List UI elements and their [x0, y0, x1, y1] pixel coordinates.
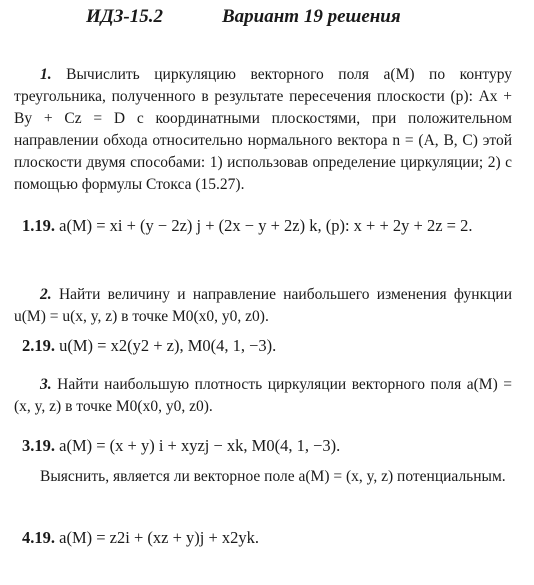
variant-4-number: 4.19. — [22, 528, 55, 547]
variant-title: Вариант 19 решения — [222, 6, 401, 27]
variant-4-19 — [22, 526, 512, 550]
task-1-number: 1. — [40, 66, 52, 83]
variant-3-19 — [22, 434, 512, 458]
variant-4-text: a(M) = z2i + (xz + y)j + x2yk. — [59, 528, 260, 547]
task-4-text: Выяснить, является ли векторное поле a(M) = (x, y, z) потенциальным. — [40, 468, 506, 485]
task-1-statement — [14, 64, 512, 196]
variant-1-19 — [22, 214, 512, 238]
assignment-code: ИДЗ-15.2 — [86, 6, 164, 27]
variant-2-number: 2.19. — [22, 336, 55, 355]
task-4-statement — [14, 466, 512, 488]
variant-2-19 — [22, 334, 512, 358]
variant-1-number: 1.19. — [22, 216, 55, 235]
task-2-statement — [14, 284, 512, 328]
task-2-number: 2. — [40, 286, 52, 303]
variant-1-text: a(M) = xi + (y − 2z) j + (2x − y + 2z) k, (p): x + + 2y + 2z = 2. — [59, 216, 473, 235]
task-3-text: Найти наибольшую плотность циркуляции векторного поля a(M) = (x, y, z) в точке M0(x0, y0, z0). — [14, 376, 513, 415]
task-1-text: Вычислить циркуляцию векторного поля a(M) по контуру треугольника, полученного в результате пересечения плоскости (p): Ax + By + Cz = D с координатными плоскостями, при положительном направлении обхода относительно нормального вектора n = (A, B, C) этой плоскости двумя способами: 1) использовав определение циркуляции; 2) с помощью формулы Стокса (15.27). — [14, 66, 512, 193]
task-3-statement — [14, 374, 512, 418]
task-2-text: Найти величину и направление наибольшего изменения функции u(M) = u(x, y, z) в точке M0(x0, y0, z0). — [14, 286, 512, 325]
variant-2-text: u(M) = x2(y2 + z), M0(4, 1, −3). — [59, 336, 277, 355]
variant-3-text: a(M) = (x + y) i + xyzj − xk, M0(4, 1, −3). — [59, 436, 341, 455]
variant-3-number: 3.19. — [22, 436, 55, 455]
task-3-number: 3. — [40, 376, 52, 393]
